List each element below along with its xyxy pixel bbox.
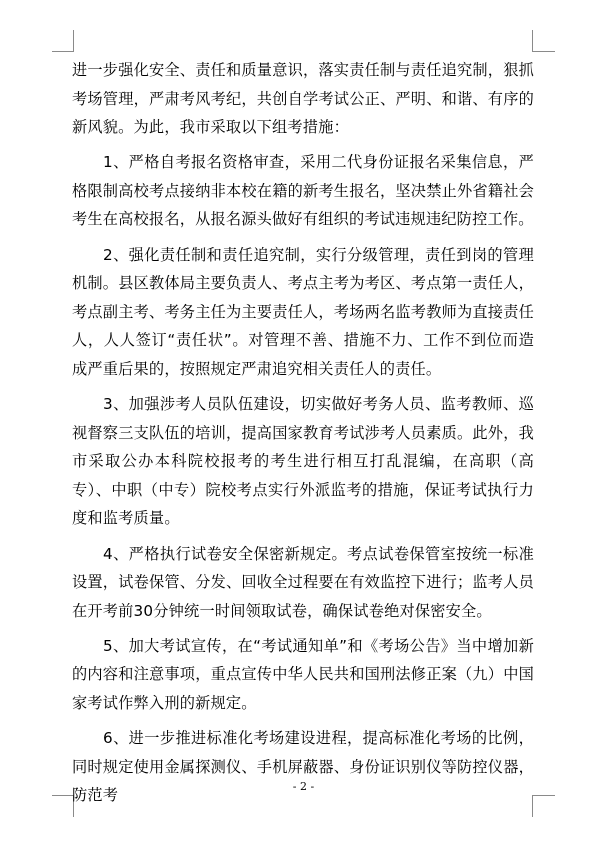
crop-mark-bottom-left-horizontal xyxy=(52,795,74,796)
paragraph-measure-6: 6、进一步推进标准化考场建设进程，提高标准化考场的比例，同时规定使用金属探测仪、手机屏蔽器、身份证识别仪等防控仪器，防范考 xyxy=(72,729,534,805)
paragraph-measure-3: 3、加强涉考人员队伍建设，切实做好考务人员、监考教师、巡视督察三支队伍的培训，提高国家教育考试涉考人员素质。此外，我市采取公办本科院校报考的考生进行相互打乱混编，在高职（高专）、中职（中专）院校考点实行外派监考的措施，保证考试执行力度和监考质量。 xyxy=(72,395,534,528)
page-number: - 2 - xyxy=(292,780,315,793)
paragraph-measure-2: 2、强化责任制和责任追究制，实行分级管理，责任到岗的管理机制。县区教体局主要负责人、考点主考为考区、考点第一责任人，考点副主考、考务主任为主要责任人，考场两名监考教师为直接责任人，人人签订“责任状”。对管理不善、措施不力、工作不到位而造成严重后果的，按照规定严肃追究相关责任人的责任。 xyxy=(72,245,534,378)
document-body xyxy=(72,56,534,810)
paragraph-measure-1: 1、严格自考报名资格审查，采用二代身份证报名采集信息，严格限制高校考点接纳非本校在籍的新考生报名，坚决禁止外省籍社会考生在高校报名，从报名源头做好有组织的考试违规违纪防控工作。 xyxy=(72,153,534,229)
paragraph-measure-5: 5、加大考试宣传，在“考试通知单”和《考场公告》当中增加新的内容和注意事项，重点宣传中华人民共和国刑法修正案（九）中国家考试作弊入刑的新规定。 xyxy=(72,636,534,712)
crop-mark-bottom-right-horizontal xyxy=(533,795,555,796)
paragraph-intro: 进一步强化安全、责任和质量意识，落实责任制与责任追究制，狠抓考场管理，严肃考风考纪，共创自学考试公正、严明、和谐、有序的新风貌。为此，我市采取以下组考措施： xyxy=(72,61,534,137)
paragraph-measure-4: 4、严格执行试卷安全保密新规定。考点试卷保管室按统一标准设置，试卷保管、分发、回收全过程要在有效监控下进行；监考人员在开考前30分钟统一时间领取试卷，确保试卷绝对保密安全。 xyxy=(72,544,534,620)
crop-mark-top-right-horizontal xyxy=(533,51,555,52)
crop-mark-top-left-vertical xyxy=(73,30,74,52)
crop-mark-top-right-vertical xyxy=(532,30,533,52)
crop-mark-top-left-horizontal xyxy=(52,51,74,52)
